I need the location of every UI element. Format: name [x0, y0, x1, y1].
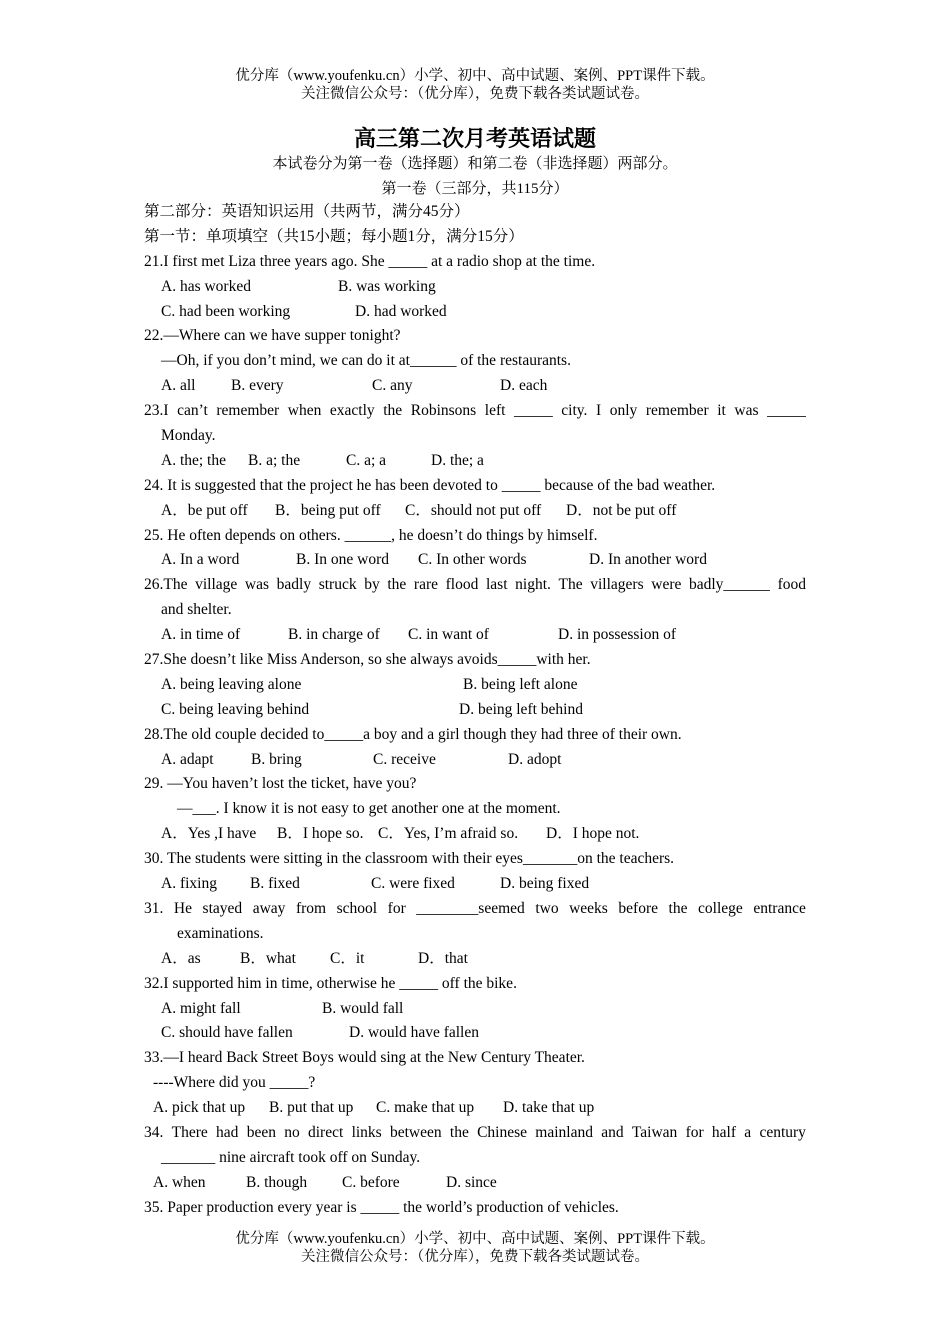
options-29 [144, 822, 806, 847]
footer-line-2: 关注微信公众号：（优分库），免费下载各类试题试卷。 [301, 1249, 649, 1265]
options-34 [144, 1171, 806, 1196]
options-22 [144, 374, 806, 399]
stem-word: 26.The [144, 576, 188, 594]
question-23-cont: Monday. [161, 427, 216, 445]
option-27-d[interactable]: D. being left behind [459, 700, 583, 718]
options-24 [144, 499, 806, 524]
options-33 [144, 1096, 806, 1121]
option-25-b[interactable]: B. In one word [296, 551, 389, 569]
stem-word: before [618, 899, 658, 917]
stem-word: only [609, 402, 638, 420]
page-header [0, 67, 950, 103]
question-25: 25. He often depends on others. ______, he doesn’t do things by himself. [144, 526, 598, 544]
stem-word: between [389, 1123, 442, 1141]
stem-word: Robinsons [410, 402, 477, 420]
option-22-c[interactable]: C. any [372, 377, 413, 395]
stem-word: ________seemed [416, 899, 525, 917]
question-31 [144, 897, 806, 922]
stem-word: food [777, 576, 806, 594]
option-22-b[interactable]: B. every [231, 377, 284, 395]
option-26-b[interactable]: B. in charge of [288, 626, 380, 644]
option-28-a[interactable]: A. adapt [161, 750, 214, 768]
option-34-d[interactable]: D. since [446, 1173, 497, 1191]
option-29-a[interactable]: A．Yes ,I have [161, 825, 257, 843]
stem-word: He [173, 899, 192, 917]
stem-word: left [484, 402, 506, 420]
stem-word: rare [413, 576, 439, 594]
options-31 [144, 947, 806, 972]
option-30-d[interactable]: D. being fixed [500, 875, 590, 893]
option-27-b[interactable]: B. being left alone [463, 675, 578, 693]
option-33-a[interactable]: A. pick that up [153, 1099, 246, 1117]
option-25-c[interactable]: C. In other words [418, 551, 527, 569]
option-33-b[interactable]: B. put that up [269, 1099, 354, 1117]
options-21-row2 [144, 300, 806, 325]
option-26-a[interactable]: A. in time of [161, 626, 241, 644]
question-26 [144, 573, 806, 598]
stem-word: a [744, 1123, 752, 1141]
stem-word: for [685, 1123, 704, 1141]
stem-word: century [759, 1123, 806, 1141]
stem-word: villagers [590, 576, 644, 594]
stem-word: The [558, 576, 583, 594]
stem-word: 31. [144, 899, 164, 917]
option-28-b[interactable]: B. bring [251, 750, 302, 768]
options-28 [144, 748, 806, 773]
stem-word: remember [645, 402, 709, 420]
options-25 [144, 548, 806, 573]
option-21-c[interactable]: C. had been working [161, 302, 291, 320]
options-27-row2 [144, 698, 806, 723]
option-32-d[interactable]: D. would have fallen [349, 1024, 479, 1042]
option-29-d[interactable]: D．I hope not. [546, 825, 640, 843]
question-21: 21.I first met Liza three years ago. She _____ at a radio shop at the time. [144, 252, 596, 270]
option-23-c[interactable]: C. a; a [346, 451, 387, 469]
stem-word: two [535, 899, 559, 917]
option-22-a[interactable]: A. all [161, 377, 196, 395]
part-heading: 第二部分：英语知识运用（共两节，满分45分） [144, 203, 470, 220]
stem-word: entrance [753, 899, 806, 917]
header-line-1: 优分库（www.youfenku.cn）小学、初中、高中试题、案例、PPT课件下载。 [235, 68, 715, 84]
option-23-d[interactable]: D. the; a [431, 451, 484, 469]
stem-word: remember [216, 402, 280, 420]
stem-word: village [195, 576, 238, 594]
stem-word: it [717, 402, 726, 420]
stem-word: badly [276, 576, 312, 594]
stem-word: by [364, 576, 380, 594]
stem-word: college [698, 899, 743, 917]
footer-line-1: 优分库（www.youfenku.cn）小学、初中、高中试题、案例、PPT课件下载。 [235, 1231, 715, 1247]
option-27-c[interactable]: C. being leaving behind [161, 700, 310, 718]
stem-word: away [252, 899, 286, 917]
stem-word: _____ [767, 402, 806, 420]
stem-word: when [287, 402, 322, 420]
stem-word: for [387, 899, 406, 917]
section-heading: 第一节：单项填空（共15小题；每小题1分，满分15分） [144, 227, 524, 245]
stem-word: mainland [535, 1123, 593, 1141]
option-28-c[interactable]: C. receive [373, 750, 436, 768]
stem-word: had [216, 1123, 239, 1141]
option-23-a[interactable]: A. the; the [161, 451, 226, 469]
stem-word: direct [308, 1123, 344, 1141]
exam-intro: 本试卷分为第一卷（选择题）和第二卷（非选择题）两部分。 [272, 156, 678, 172]
question-24: 24. It is suggested that the project he has been devoted to _____ because of the bad weather. [144, 476, 716, 494]
stem-word: Chinese [477, 1123, 528, 1141]
question-35: 35. Paper production every year is _____ the world’s production of vehicles. [144, 1198, 619, 1216]
question-23 [144, 399, 806, 424]
stem-word: links [351, 1123, 382, 1141]
option-27-a[interactable]: A. being leaving alone [161, 675, 302, 693]
option-25-a[interactable]: A. In a word [161, 551, 240, 569]
option-31-d[interactable]: D．that [418, 949, 468, 967]
options-23 [144, 449, 806, 474]
stem-word: 23.I [144, 402, 169, 420]
option-32-a[interactable]: A. might fall [161, 999, 241, 1017]
option-32-b[interactable]: B. would fall [322, 999, 404, 1017]
question-27: 27.She doesn’t like Miss Anderson, so she always avoids_____with her. [144, 651, 591, 669]
stem-word: the [668, 899, 688, 917]
option-34-c[interactable]: C. before [342, 1173, 400, 1191]
stem-word: and [601, 1123, 624, 1141]
stem-word: can’t [177, 402, 208, 420]
option-24-c[interactable]: C．should not put off [405, 501, 542, 519]
stem-word: last [485, 576, 508, 594]
option-24-a[interactable]: A．be put off [161, 501, 248, 519]
stem-word: half [711, 1123, 737, 1141]
question-32: 32.I supported him in time, otherwise he _____ off the bike. [144, 974, 517, 992]
option-30-b[interactable]: B. fixed [250, 875, 300, 893]
stem-word: night. [515, 576, 551, 594]
question-22-reply: —Oh, if you don’t mind, we can do it at______ of the restaurants. [161, 352, 571, 370]
stem-word: badly______ [689, 576, 770, 594]
stem-word: was [244, 576, 270, 594]
question-34 [144, 1121, 806, 1146]
stem-word: the [383, 402, 403, 420]
stem-word: stayed [202, 899, 243, 917]
volume-heading: 第一卷（三部分，共115分） [381, 181, 569, 197]
stem-word: was [734, 402, 759, 420]
options-27-row1 [144, 673, 806, 698]
stem-word: _____ [513, 402, 553, 420]
options-30 [144, 872, 806, 897]
option-29-b[interactable]: B．I hope so. [277, 825, 364, 843]
question-29: 29. —You haven’t lost the ticket, have you? [144, 775, 417, 793]
option-34-a[interactable]: A. when [153, 1173, 206, 1191]
stem-word: been [246, 1123, 276, 1141]
options-26 [144, 623, 806, 648]
stem-word: from [295, 899, 327, 917]
option-26-c[interactable]: C. in want of [408, 626, 489, 644]
stem-word: weeks [569, 899, 608, 917]
question-28: 28.The old couple decided to_____a boy and a girl though they had three of their own. [144, 725, 682, 743]
page-footer [0, 1230, 950, 1266]
options-32-row1 [144, 997, 806, 1022]
question-34-cont: _______ nine aircraft took off on Sunday. [161, 1148, 421, 1166]
stem-word: the [449, 1123, 469, 1141]
option-31-b[interactable]: B．what [240, 949, 296, 967]
option-29-c[interactable]: C．Yes, I’m afraid so. [378, 825, 519, 843]
option-33-d[interactable]: D. take that up [503, 1099, 595, 1117]
options-32-row2 [144, 1021, 806, 1046]
option-30-a[interactable]: A. fixing [161, 875, 217, 893]
option-21-a[interactable]: A. has worked [161, 277, 251, 295]
stem-word: Taiwan [631, 1123, 678, 1141]
option-23-b[interactable]: B. a; the [248, 451, 301, 469]
question-30: 30. The students were sitting in the classroom with their eyes_______on the teachers. [144, 850, 675, 868]
option-24-d[interactable]: D．not be put off [566, 501, 677, 519]
option-24-b[interactable]: B．being put off [275, 501, 381, 519]
stem-word: 34. [144, 1123, 164, 1141]
option-30-c[interactable]: C. were fixed [371, 875, 455, 893]
question-31-cont: examinations. [177, 924, 264, 942]
exam-title: 高三第二次月考英语试题 [353, 127, 596, 152]
question-26-cont: and shelter. [161, 601, 232, 619]
option-33-c[interactable]: C. make that up [376, 1099, 475, 1117]
option-31-c[interactable]: C．it [330, 949, 365, 967]
option-21-b[interactable]: B. was working [338, 277, 436, 295]
option-28-d[interactable]: D. adopt [508, 750, 562, 768]
option-25-d[interactable]: D. In another word [589, 551, 707, 569]
question-29-reply: —___. I know it is not easy to get another one at the moment. [177, 800, 561, 818]
option-34-b[interactable]: B. though [246, 1173, 308, 1191]
stem-word: I [595, 402, 602, 420]
stem-word: were [651, 576, 682, 594]
stem-word: There [171, 1123, 208, 1141]
stem-word: the [387, 576, 407, 594]
question-33: 33.—I heard Back Street Boys would sing at the New Century Theater. [144, 1049, 585, 1067]
option-26-d[interactable]: D. in possession of [558, 626, 676, 644]
stem-word: exactly [329, 402, 375, 420]
question-body [144, 200, 806, 1221]
header-line-2: 关注微信公众号：（优分库），免费下载各类试题试卷。 [301, 86, 649, 102]
question-33-reply: ----Where did you _____? [153, 1074, 316, 1092]
stem-word: school [336, 899, 378, 917]
stem-word: city. [561, 402, 588, 420]
stem-word: no [284, 1123, 300, 1141]
option-32-c[interactable]: C. should have fallen [161, 1024, 293, 1042]
option-22-d[interactable]: D. each [500, 377, 548, 395]
options-21-row1 [144, 275, 806, 300]
question-22: 22.—Where can we have supper tonight? [144, 327, 401, 345]
option-21-d[interactable]: D. had worked [355, 302, 447, 320]
option-31-a[interactable]: A．as [161, 949, 201, 967]
stem-word: struck [318, 576, 357, 594]
stem-word: flood [445, 576, 479, 594]
